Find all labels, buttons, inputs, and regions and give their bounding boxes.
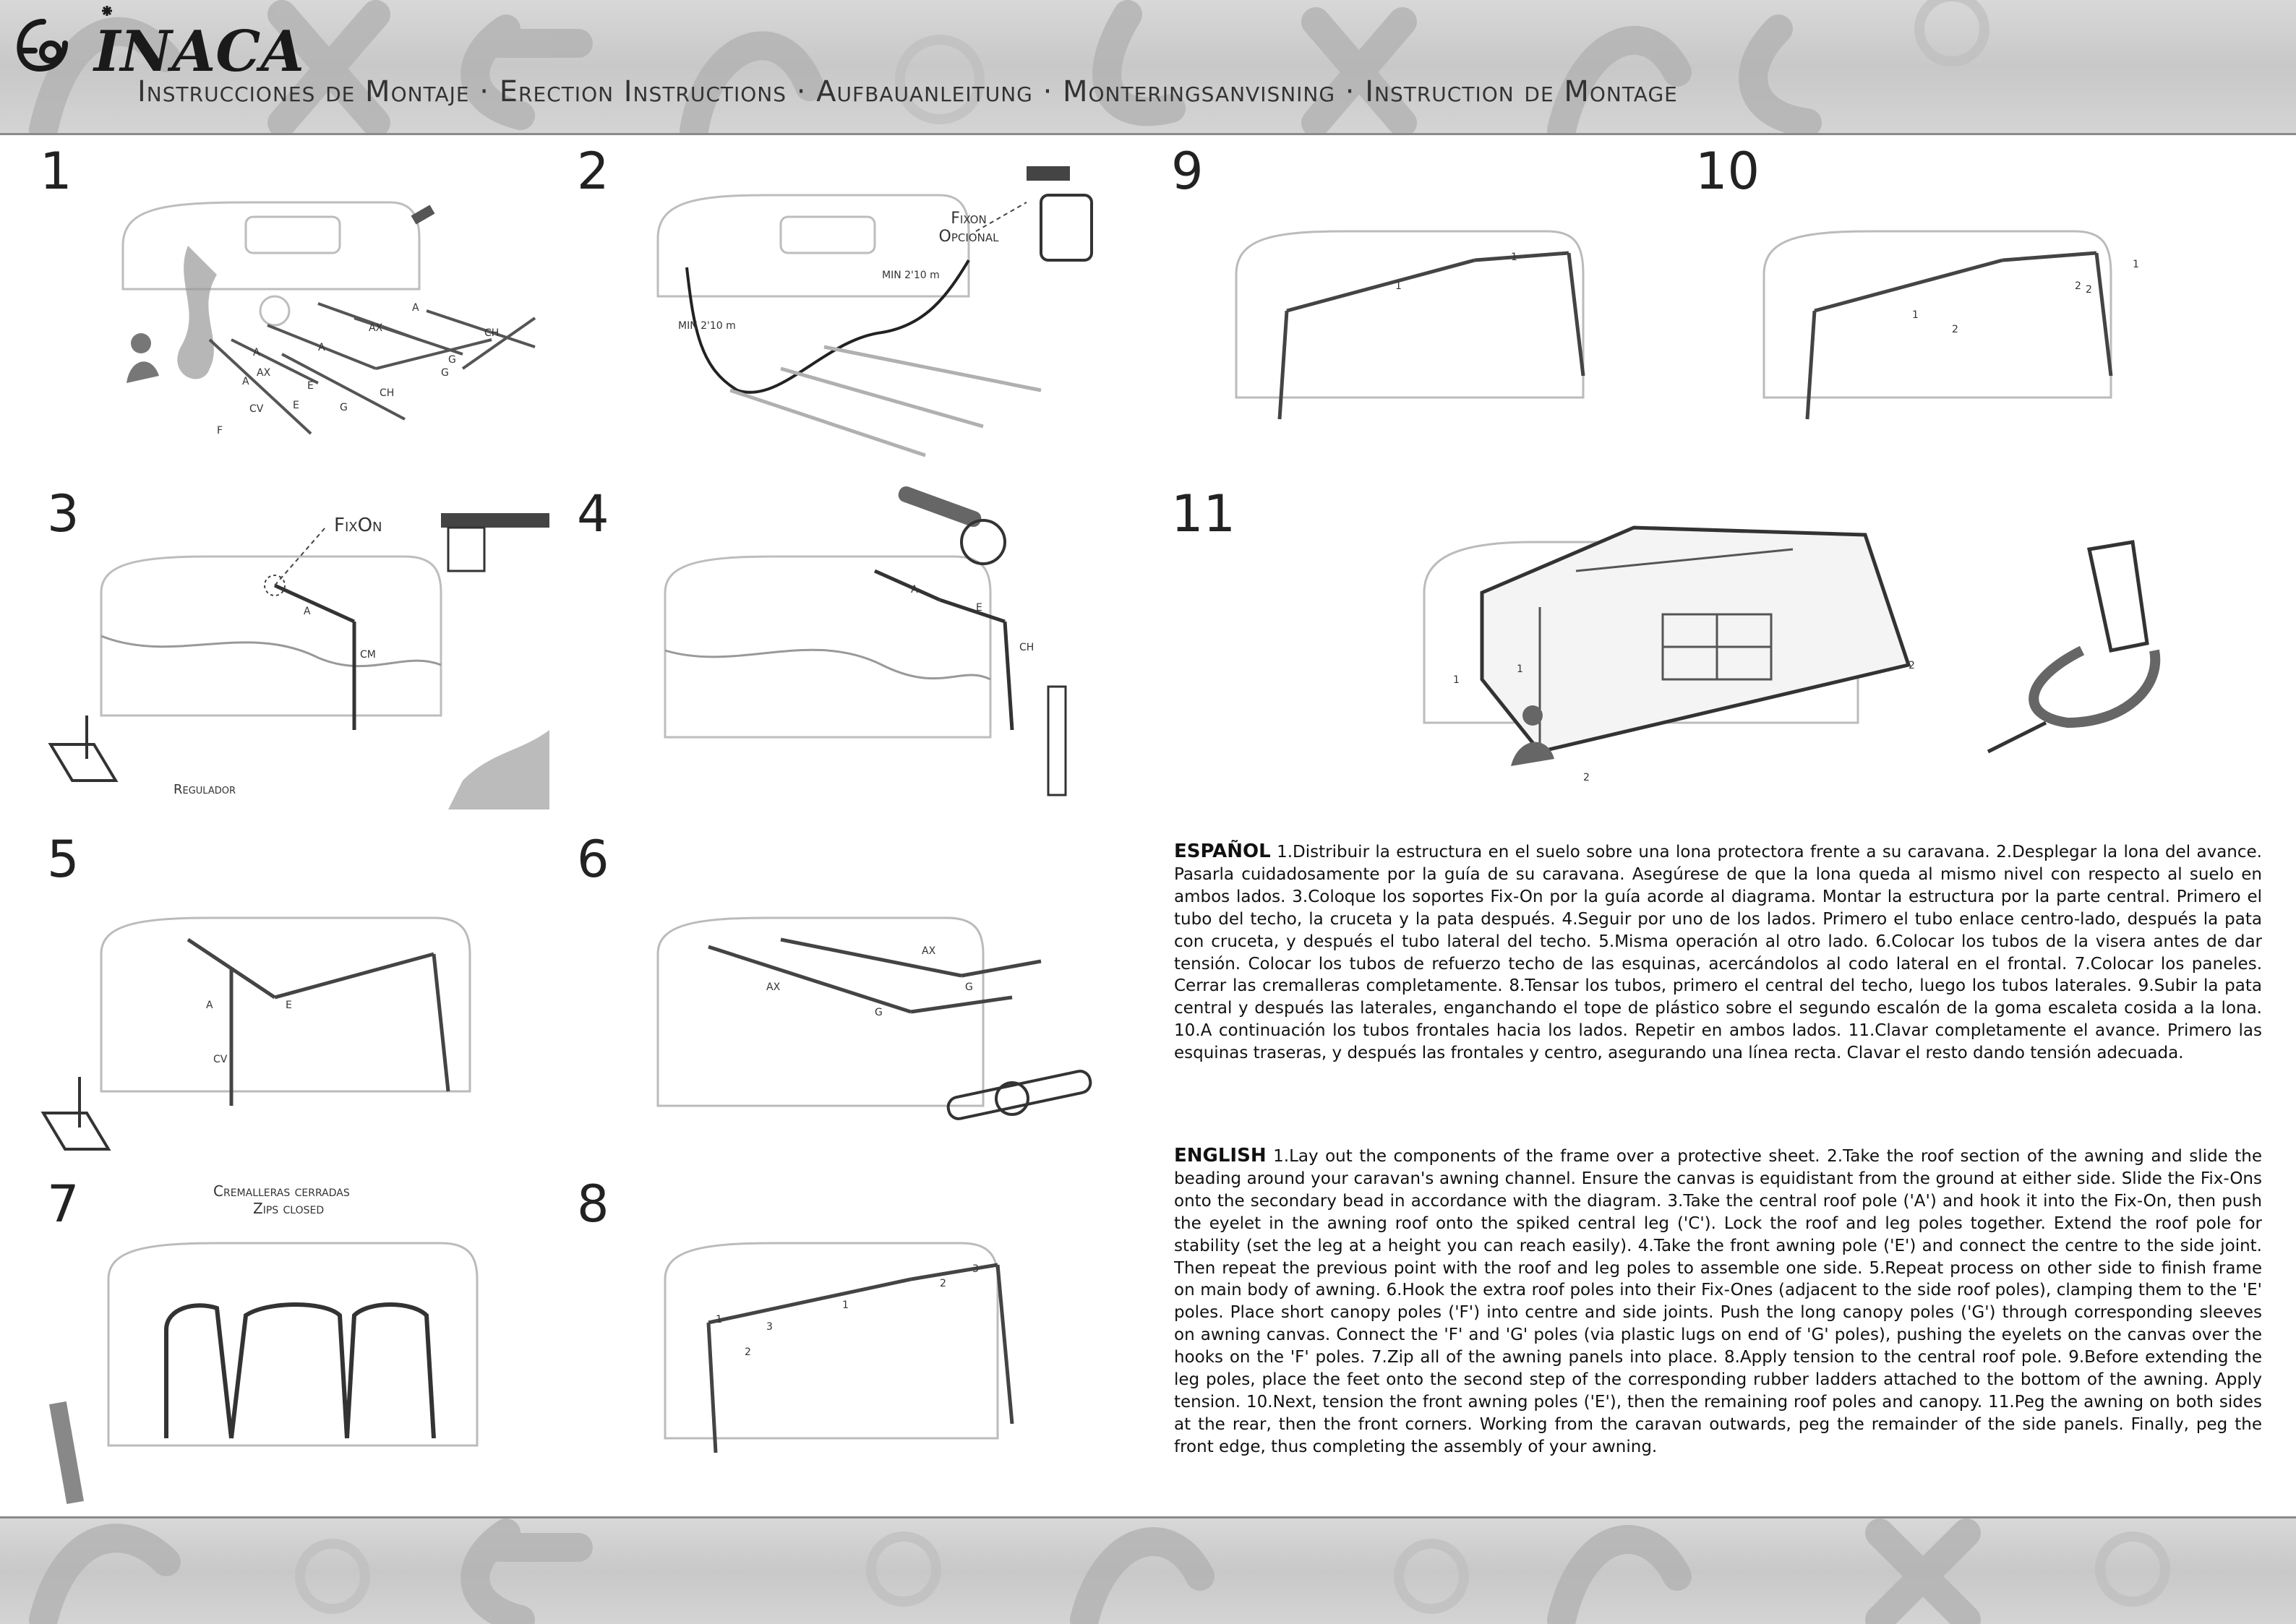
step-5-illustration (29, 875, 521, 1164)
pole-label: 2 (1952, 324, 1958, 335)
pole-label: 2 (1909, 660, 1915, 671)
fixon-opcional-label: Fixon Opcional (938, 210, 999, 246)
pole-label: 3 (972, 1263, 979, 1275)
step-6-illustration (636, 882, 1113, 1171)
step-1-illustration (101, 195, 564, 455)
step-number-4: 4 (577, 484, 609, 544)
pole-label: 3 (766, 1321, 773, 1333)
pole-label: CH (380, 387, 395, 399)
step-10-illustration (1757, 210, 2162, 448)
instructions-text-english: 1.Lay out the components of the frame over a protective sheet. 2.Take the roof section of the awning and slide the beading around your caravan's awning channel. Ensure the canvas is equidistant from the ground at either side. Slide the Fix-Ons onto the secondary bead in accordance with the diagram. 3.Take the central roof pole ('A') and hook it into the Fix-On, then push the eyelet in the awning roof onto the spiked central leg ('C'). Lock the roof and leg poles together. Extend the roof pole for stability (set the leg at a height you can reach easily). 4.Take the front awning pole ('E') and connect the centre to the side joint. Then repeat the previous point with the roof and leg poles to assemble one side. 5.Repeat process on other side to finish frame on main body of awning. 6.Hook the extra roof poles into their Fix-Ones (adjacent to the side roof poles), clamping them to the 'E' poles. Place short canopy poles ('F') into centre and side joints. Push the long canopy poles ('G') through corresponding sleeves on awning canvas. Connect the 'F' and 'G' poles (via plastic lugs on end of 'G' poles), pushing the eyelets on the canvas over the hooks on the 'F' poles. 7.Zip all of the awning panels into place. 8.Apply tension to the central roof pole. 9.Before extending the leg poles, place the feet onto the second step of the corresponding rubber ladders attached to the bottom of the awning. Apply tension. 10.Next, tension the front awning poles ('E'), then the remaining roof poles and canopy. 11.Peg the awning on both sides at the rear, then the front corners. Working from the caravan outwards, peg the remainder of the side panels. Finally, peg the front edge, thus completing the assembly of your awning. (1174, 1147, 2262, 1456)
pole-label: 1 (1511, 252, 1517, 263)
zips-closed-en-label: Zips closed (253, 1200, 325, 1217)
pole-label: CV (249, 403, 264, 415)
pole-label: AX (257, 367, 271, 379)
pole-label: 2 (940, 1278, 946, 1289)
step-3-illustration (29, 491, 564, 824)
pole-label: 2 (2075, 280, 2081, 292)
pole-label: E (976, 602, 982, 614)
pole-label: 2 (1583, 772, 1590, 783)
instructions-english (1174, 1145, 2262, 1458)
pole-label: A (206, 1000, 213, 1011)
pole-label: AX (369, 322, 383, 334)
pole-label: CH (1019, 642, 1035, 653)
step-number-5: 5 (47, 830, 80, 889)
pole-label: AX (922, 945, 936, 957)
pole-label: 2 (2086, 284, 2092, 296)
fixon-label: FixOn (334, 515, 382, 536)
header-band (0, 0, 2296, 135)
pole-label: E (307, 380, 314, 392)
pole-label: 1 (1395, 280, 1402, 292)
pole-label: 1 (1912, 309, 1919, 321)
step-2-illustration (636, 152, 1113, 470)
pole-label: A (911, 584, 918, 596)
pole-label: A (318, 342, 325, 353)
pole-label: G (448, 354, 456, 366)
step-number-2: 2 (577, 142, 609, 201)
instructions-text-espanol: 1.Distribuir la estructura en el suelo sobre una lona protectora frente a su caravana. 2.Desplegar la lona del avance. Pasarla cuidadosamente por la guía de su caravana. Asegúrese de que la lona queda al mismo nivel con respecto al suelo en ambos lados. 3.Coloque los soportes Fix-On por la guía acorde al diagrama. Montar la estructura por la parte central. Primero el tubo del techo, la cruceta y la pata después. 4.Seguir por uno de los lados. Primero el tubo enlace centro-lado, después la pata con cruceta, y después el tubo lateral del techo. 5.Misma operación al otro lado. 6.Colocar los tubos de la visera antes de dar tensión. Colocar los tubos de refuerzo techo de las esquinas, acercándolos al codo lateral en el frontal. 7.Colocar los paneles. Cerrar las cremalleras completamente. 8.Tensar los tubos, primero el central del techo, luego los tubos laterales. 9.Subir la pata central y después las laterales, enganchando el tope de plástico sobre el segundo escalón de la goma escaleta cosida a la lona. 10.A continuación los tubos frontales hacia los lados. Repetir en ambos lados. 11.Clavar completamente el avance. Primero las esquinas traseras, y después las frontales y centro, asegurando una línea recta. Clavar el resto dando tensión adecuada. (1174, 843, 2262, 1063)
pole-label: A (242, 376, 249, 387)
pole-label: 2 (745, 1346, 751, 1358)
step-number-7: 7 (47, 1174, 80, 1234)
lang-label-english: ENGLISH (1174, 1145, 1267, 1167)
zips-closed-es-label: Cremalleras cerradas (213, 1182, 350, 1200)
page-title: Instrucciones de Montaje · Erection Instructions · Aufbauanleitung · Monteringsanvisning · Instruction de Montage (137, 75, 1678, 108)
pole-label: CH (484, 327, 500, 339)
pole-label: G (441, 367, 449, 379)
pole-label: G (965, 981, 973, 993)
step-9-illustration (1229, 210, 1634, 448)
pole-label: 1 (1517, 663, 1523, 675)
pole-label: AX (766, 981, 781, 993)
step-4-illustration (636, 484, 1113, 824)
step-number-3: 3 (47, 484, 80, 544)
step-number-10: 10 (1695, 142, 1760, 201)
pole-label: G (875, 1007, 883, 1018)
instructions-espanol (1174, 841, 2262, 1065)
step-number-11: 11 (1171, 484, 1236, 544)
pole-label: 1 (2133, 259, 2139, 270)
step-7-illustration (36, 1221, 528, 1511)
pole-label: F (217, 425, 223, 437)
pole-label: G (340, 402, 348, 413)
step-number-1: 1 (40, 142, 72, 201)
pole-label: CM (360, 649, 376, 661)
pole-label: 1 (716, 1314, 722, 1326)
pole-label: 1 (1453, 674, 1460, 686)
pole-label: 1 (842, 1299, 849, 1311)
min-right-label: MIN 2'10 m (882, 270, 940, 281)
pole-label: A (304, 606, 311, 617)
pole-label: E (286, 1000, 292, 1011)
lang-label-espanol: ESPAÑOL (1174, 841, 1271, 862)
fixon-detail-icon (1041, 195, 1092, 260)
regulador-label: Regulador (174, 782, 236, 797)
step-number-9: 9 (1171, 142, 1204, 201)
pole-label: A (412, 302, 419, 314)
step-number-8: 8 (577, 1174, 609, 1234)
pole-label: E (293, 400, 299, 411)
pole-label: CV (213, 1054, 228, 1065)
inaca-logo-icon (0, 0, 361, 80)
footer-band (0, 1516, 2296, 1624)
step-number-6: 6 (577, 830, 609, 889)
decorative-pattern (0, 1518, 2296, 1624)
step-8-illustration (636, 1221, 1113, 1482)
step-11-illustration (1417, 506, 2241, 795)
logo-wordmark: INACA (94, 19, 304, 80)
min-left-label: MIN 2'10 m (678, 320, 736, 332)
pole-label: A (253, 347, 260, 358)
